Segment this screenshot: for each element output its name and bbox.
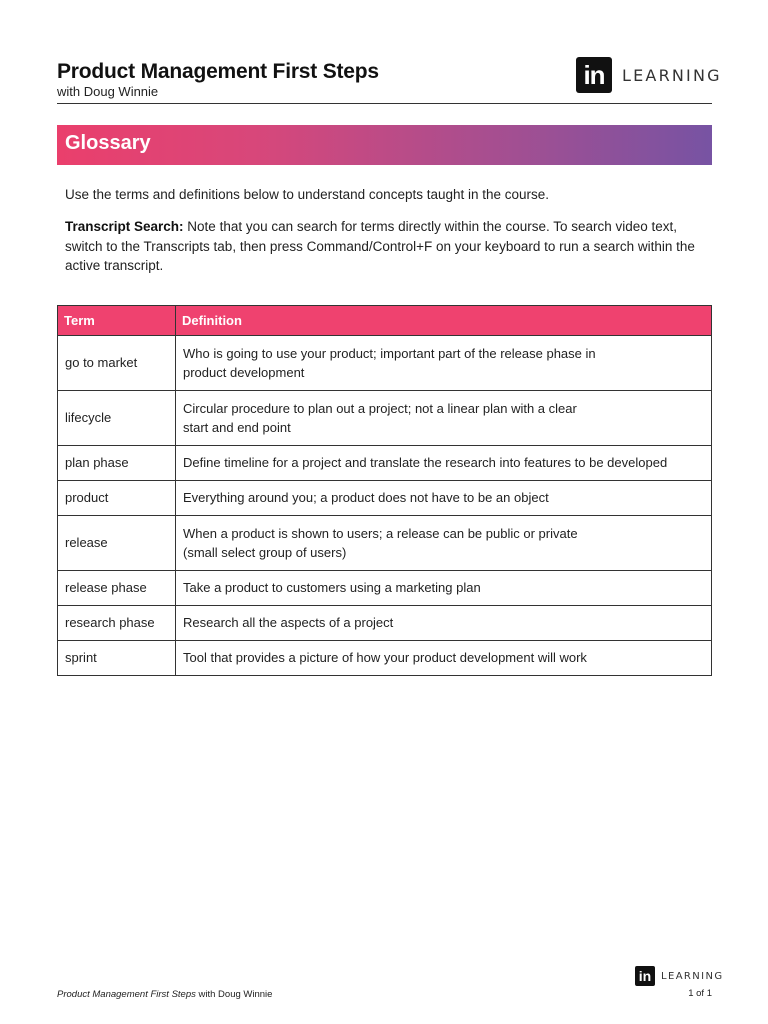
term-cell: release	[58, 516, 176, 571]
table-row	[58, 606, 712, 641]
transcript-search-note	[65, 217, 705, 276]
definition-cell: Tool that provides a picture of how your product development will work	[176, 641, 712, 676]
linkedin-in-icon: in	[576, 57, 612, 93]
section-title: Glossary	[65, 132, 151, 154]
footer-linkedin-learning-logo	[635, 966, 724, 986]
term-cell: product	[58, 481, 176, 516]
term-cell: release phase	[58, 571, 176, 606]
footer-course-credit	[57, 989, 272, 1000]
definition-cell: Take a product to customers using a marketing plan	[176, 571, 712, 606]
definition-cell: Research all the aspects of a project	[176, 606, 712, 641]
table-row	[58, 641, 712, 676]
term-cell: lifecycle	[58, 391, 176, 446]
linkedin-learning-logo	[576, 57, 722, 93]
table-row	[58, 516, 712, 571]
definition-cell: Define timeline for a project and translate the research into features to be developed	[176, 446, 712, 481]
glossary-table	[57, 305, 712, 676]
search-note-text: Note that you can search for terms directly within the course. To search video text, switch to the Transcripts tab, then press Command/Control+F on your keyboard to run a search within the active transcript.	[65, 219, 695, 273]
definition-line: product development	[183, 365, 305, 380]
definition-line: (small select group of users)	[183, 545, 347, 560]
definition-line: Who is going to use your product; important part of the release phase in	[183, 345, 596, 361]
linkedin-in-icon: in	[635, 966, 655, 986]
search-note-label: Transcript Search:	[65, 219, 184, 234]
column-header-definition: Definition	[176, 306, 712, 336]
term-cell: plan phase	[58, 446, 176, 481]
table-row	[58, 481, 712, 516]
course-title: Product Management First Steps	[57, 60, 379, 83]
definition-line: start and end point	[183, 420, 291, 435]
table-row	[58, 391, 712, 446]
term-cell: go to market	[58, 336, 176, 391]
definition-cell	[176, 336, 712, 391]
table-row	[58, 336, 712, 391]
footer-author: with Doug Winnie	[195, 989, 273, 1000]
glossary-banner	[57, 125, 712, 165]
definition-line: Circular procedure to plan out a project; not a linear plan with a clear	[183, 400, 577, 416]
definition-line: When a product is shown to users; a release can be public or private	[183, 525, 578, 541]
table-row	[58, 571, 712, 606]
column-header-term: Term	[58, 306, 176, 336]
definition-cell	[176, 516, 712, 571]
footer-course-title: Product Management First Steps	[57, 989, 196, 1000]
table-header-row	[58, 306, 712, 336]
page-number: 1 of 1	[688, 988, 712, 999]
footer-logo-wordmark: LEARNING	[661, 970, 724, 982]
definition-cell	[176, 391, 712, 446]
term-cell: sprint	[58, 641, 176, 676]
logo-wordmark: LEARNING	[622, 65, 722, 85]
intro-paragraph: Use the terms and definitions below to understand concepts taught in the course.	[65, 187, 550, 202]
course-author: with Doug Winnie	[57, 84, 159, 99]
definition-cell: Everything around you; a product does not have to be an object	[176, 481, 712, 516]
header-divider	[57, 103, 712, 104]
term-cell: research phase	[58, 606, 176, 641]
table-row	[58, 446, 712, 481]
